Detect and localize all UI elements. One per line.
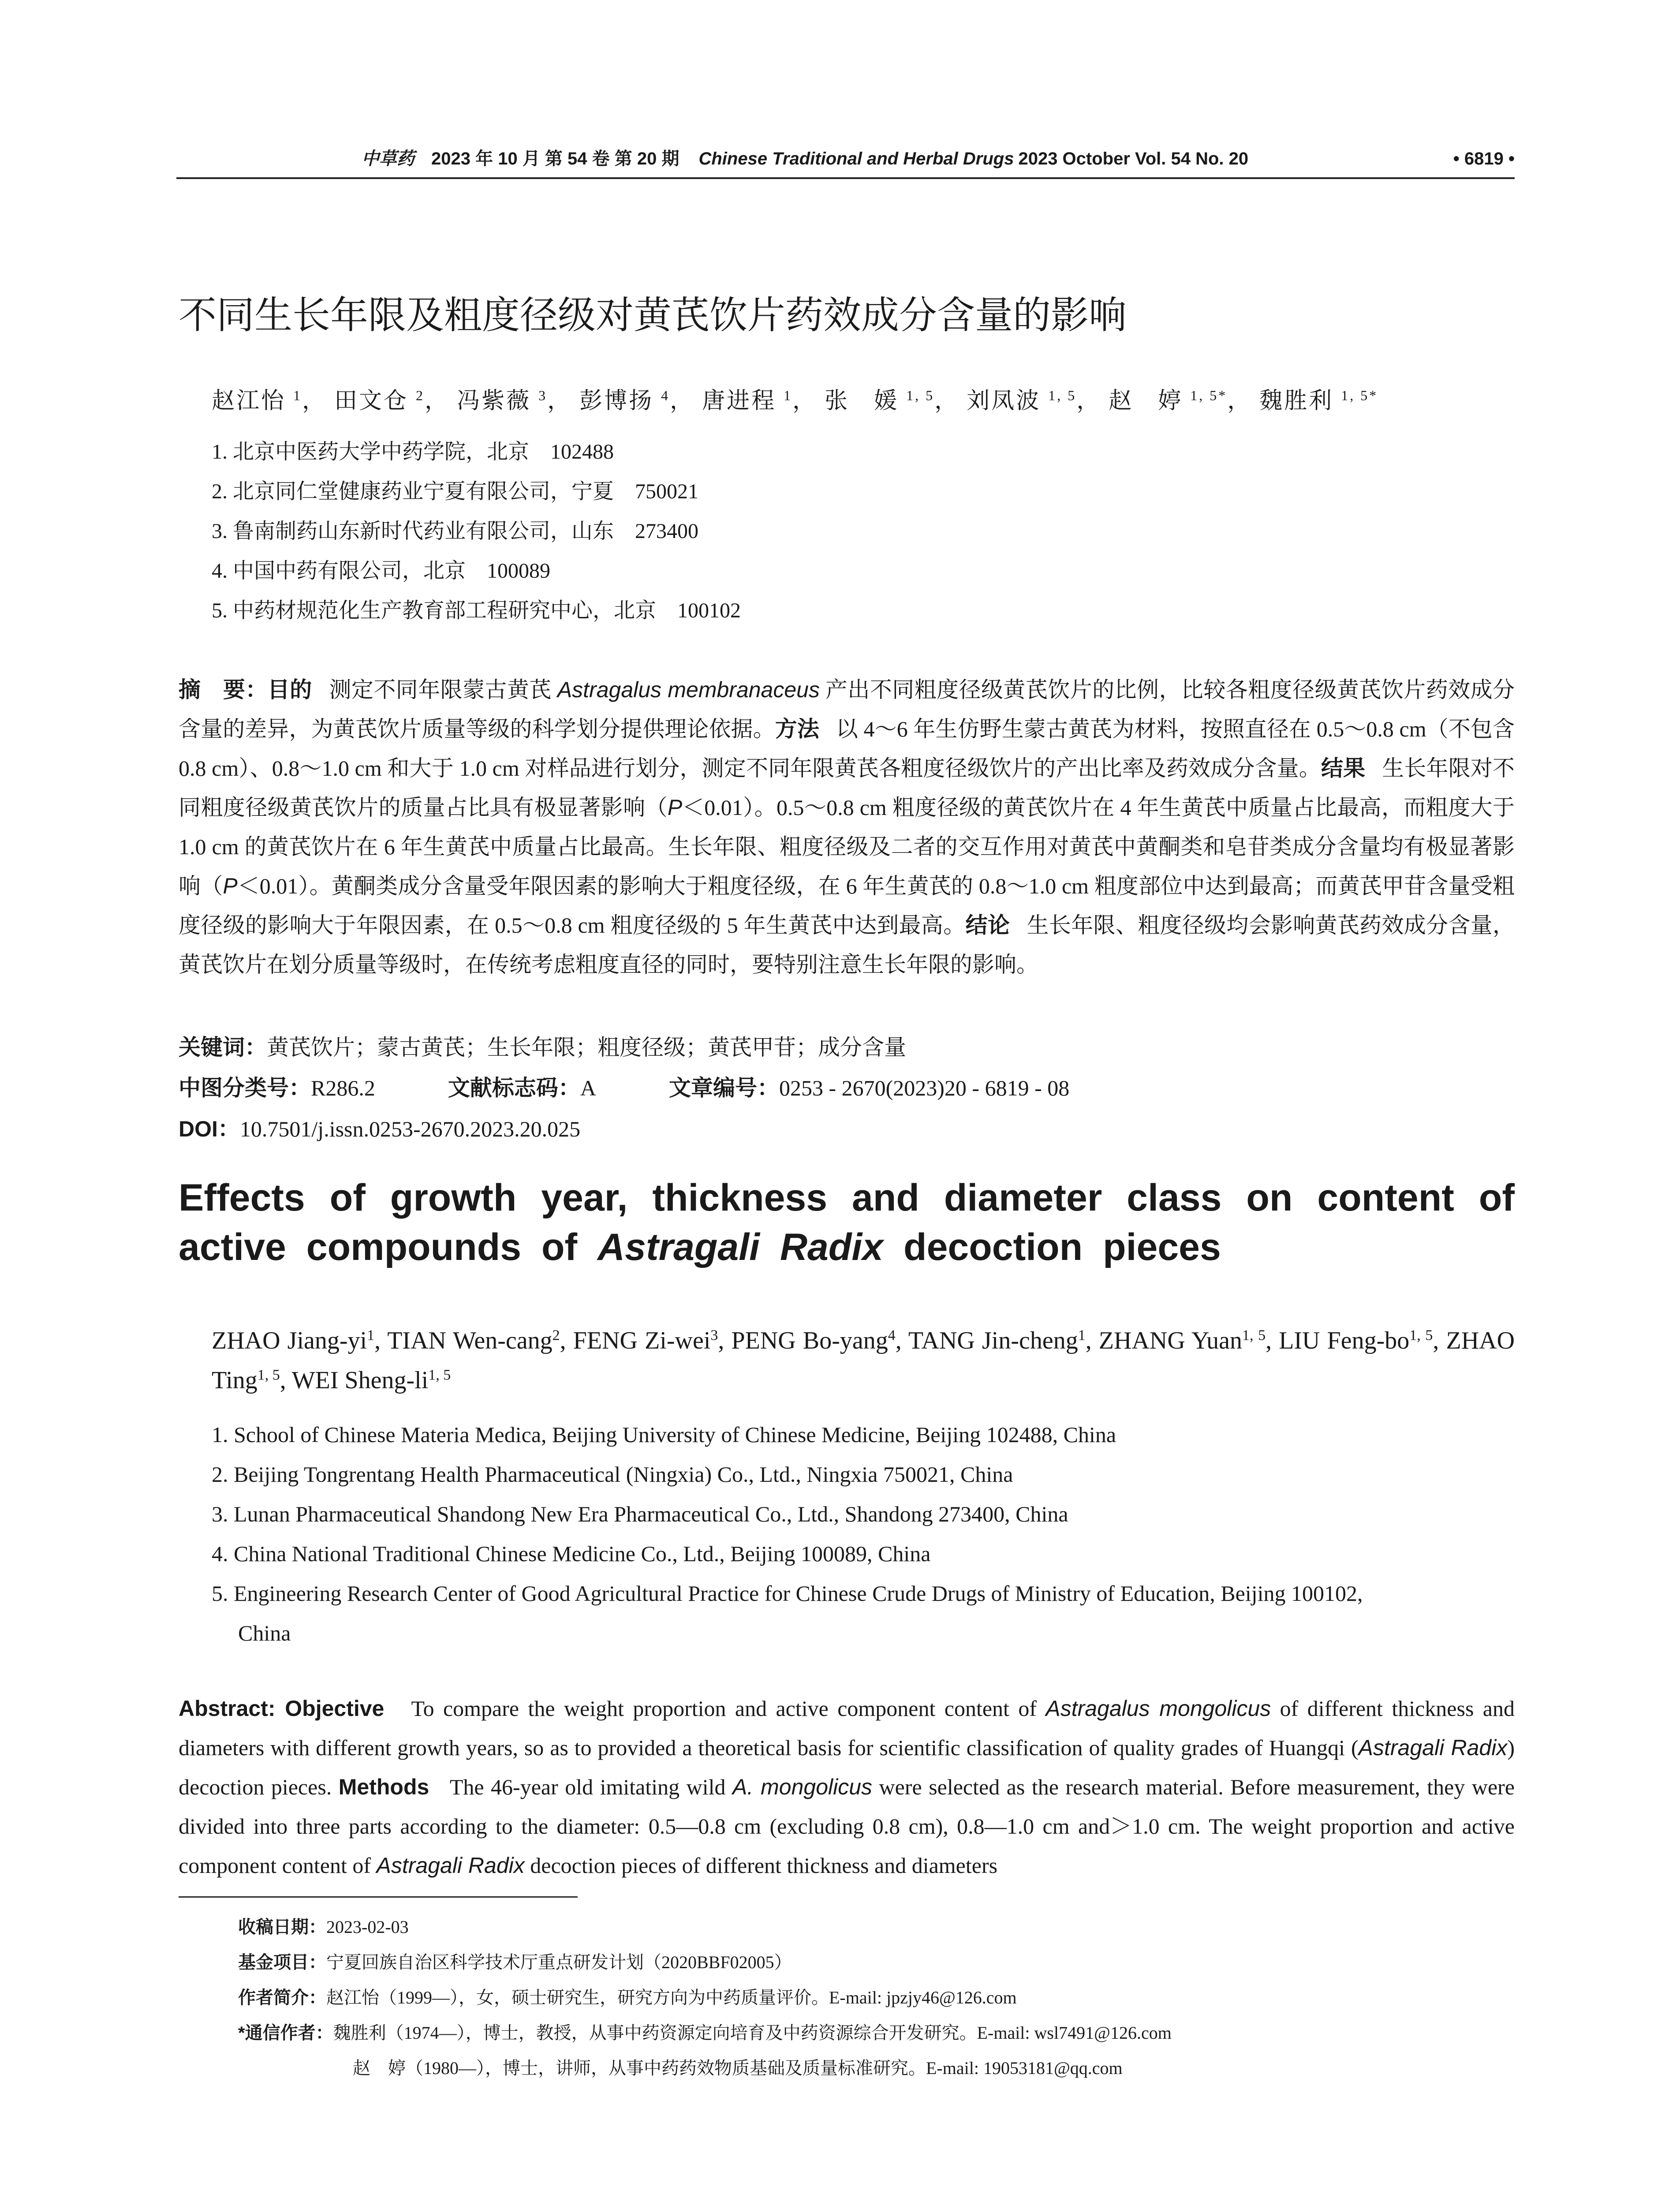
page-number: • 6819 •	[1453, 149, 1515, 168]
author-en: WEI Sheng-li$^{1, 5}$	[291, 1367, 451, 1394]
author-en: PENG Bo-yang$^4$,	[731, 1327, 902, 1354]
running-header	[176, 141, 1515, 176]
author-cn: 田文仓 $^2$，	[334, 387, 450, 414]
affiliation-en: 3. Lunan Pharmaceutical Shandong New Era Pharmaceutical Co., Ltd., Shandong 273400, China	[212, 1502, 1068, 1526]
doi-value: 10.7501/j.issn.0253-2670.2023.20.025	[239, 1117, 581, 1141]
authors-en	[212, 1321, 1515, 1400]
journal-name-en: Chinese Traditional and Herbal Drugs	[698, 149, 1014, 168]
affiliation-cn: 5. 中药材规范化生产教育部工程研究中心，北京 100102	[212, 599, 741, 622]
keywords-cn: 关键词：黄芪饮片；蒙古黄芪；生长年限；粗度径级；黄芪甲苷；成分含量	[179, 1035, 906, 1060]
abstract-cn: 摘 要：目的 测定不同年限蒙古黄芪 Astragalus membranaceus 产出不同粗度径级黄芪饮片的比例，比较各粗度径级黄芪饮片药效成分含量的差异，为黄芪饮片质量等级的科学划分提供理论依据。方法 以 4～6 年生仿野生蒙古黄芪为材料，按照直径在 0.5～0.8 cm（不包含 0.8 cm）、0.8～1.0 cm 和大于 1.0 cm 对样品进行划分，测定不同年限黄芪各粗度径级饮片的产出比率及药效成分含量。结果 生长年限对不同粗度径级黄芪饮片的质量占比具有极显著影响（P＜0.01）。0.5～0.8 cm 粗度径级的黄芪饮片在 4 年生黄芪中质量占比最高，而粗度大于 1.0 cm 的黄芪饮片在 6 年生黄芪中质量占比最高。生长年限、粗度径级及二者的交互作用对黄芪中黄酮类和皂苷类成分含量均有极显著影响（P＜0.01）。黄酮类成分含量受年限因素的影响大于粗度径级，在 6 年生黄芪的 0.8～1.0 cm 粗度部位中达到最高；而黄芪甲苷含量受粗度径级的影响大于年限因素，在 0.5～0.8 cm 粗度径级的 5 年生黄芪中达到最高。结论 生长年限、粗度径级均会影响黄芪药效成分含量，黄芪饮片在划分质量等级时，在传统考虑粗度直径的同时，要特别注意生长年限的影响。	[179, 677, 1515, 977]
affiliation-en: 4. China National Traditional Chinese Medicine Co., Ltd., Beijing 100089, China	[212, 1541, 931, 1566]
footnote-received: 收稿日期：2023-02-03	[238, 1917, 409, 1937]
author-cn: 彭博扬 $^4$，	[579, 387, 695, 414]
author-en: ZHAO Ting$^{1, 5}$,	[212, 1327, 1515, 1394]
footnote-rule	[179, 1896, 578, 1898]
author-en: FENG Zi-wei$^3$,	[573, 1327, 724, 1354]
author-en: ZHAO Jiang-$yi^1$,	[212, 1327, 381, 1354]
affiliation-en: 2. Beijing Tongrentang Health Pharmaceutical (Ningxia) Co., Ltd., Ningxia 750021, China	[212, 1462, 1013, 1487]
affiliation-en: 1. School of Chinese Materia Medica, Beijing University of Chinese Medicine, Beijing 102488, China	[212, 1422, 1116, 1447]
journal-name-cn: 中草药	[362, 148, 414, 169]
classification-line: 中图分类号：R286.2 文献标志码：A 文章编号：0253 - 2670(2023)20 - 6819 - 08	[179, 1076, 1070, 1100]
header-rule	[176, 177, 1515, 179]
methods-label: 方法	[775, 717, 819, 741]
title-cn: 不同生长年限及粗度径级对黄芪饮片药效成分含量的影响	[179, 293, 1127, 337]
issue-en: 2023 October Vol. 54 No. 20	[1018, 149, 1249, 168]
conclusion-label: 结论	[965, 913, 1010, 938]
authors-cn	[212, 384, 1378, 419]
methods-en-label: Methods	[338, 1775, 429, 1799]
title-en: Effects of growth year, thickness and diameter class on content of active compounds of Astragali Radix decoction pieces	[179, 1177, 1515, 1268]
footnote-corresponding-2: 赵 婷（1980—），博士，讲师，从事中药药效物质基础及质量标准研究。E-mail: 19053181@qq.com	[353, 2058, 1123, 2078]
issue-cn: 2023 年 10 月 第 54 卷 第 20 期	[431, 149, 679, 168]
results-label: 结果	[1321, 756, 1366, 781]
affiliation-cn: 3. 鲁南制药山东新时代药业有限公司，山东 273400	[212, 519, 699, 543]
affiliation-en: 5. Engineering Research Center of Good Agricultural Practice for Chinese Crude Drugs of Ministry of Education, Beijing 100102,	[212, 1581, 1363, 1606]
author-en: TIAN Wen-cang$^2$,	[387, 1327, 566, 1354]
author-cn: 赵江怡 $^1$，	[212, 387, 327, 414]
affiliation-en-cont: China	[238, 1621, 291, 1645]
header-left	[362, 141, 1248, 176]
doi-line: DOI：10.7501/j.issn.0253-2670.2023.20.025	[179, 1117, 581, 1141]
footnote-fund: 基金项目：宁夏回族自治区科学技术厅重点研发计划（2020BBF02005）	[238, 1952, 792, 1972]
author-cn: 刘凤波 $^{1, 5}$，	[967, 387, 1101, 414]
author-en: ZHANG Yuan$^{1, 5}$,	[1098, 1327, 1272, 1354]
author-cn: 魏胜利 $^{1, 5*}$	[1259, 387, 1378, 414]
footnote-author: 作者简介：赵江怡（1999—），女，硕士研究生，研究方向为中药质量评价。E-mail: jpzjy46@126.com	[238, 1988, 1017, 2007]
author-cn: 赵 婷 $^{1, 5*}$，	[1109, 387, 1252, 414]
abstract-en: Abstract: Objective To compare the weight proportion and active component content of Astragalus mongolicus of different thickness and diameters with different growth years, so as to provided a theoretical basis for scientific classification of quality grades of Huangqi (Astragali Radix) decoction pieces. Methods The 46-year old imitating wild A. mongolicus were selected as the research material. Before measurement, they were divided into three parts according to the diameter: 0.5—0.8 cm (excluding 0.8 cm), 0.8—1.0 cm and＞1.0 cm. The weight proportion and active component content of Astragali Radix decoction pieces of different thickness and diameters	[179, 1696, 1515, 1878]
author-cn: 冯紫薇 $^3$，	[457, 387, 572, 414]
author-en: LIU Feng-bo$^{1, 5}$,	[1279, 1327, 1439, 1354]
author-cn: 张 媛 $^{1, 5}$，	[825, 387, 959, 414]
abstract-en-label: Abstract: Objective	[179, 1696, 385, 1721]
author-en: TANG Jin-cheng$^1$,	[908, 1327, 1092, 1354]
author-cn: 唐进程 $^1$，	[702, 387, 818, 414]
footnote-corresponding: *通信作者：魏胜利（1974—），博士，教授，从事中药资源定向培育及中药资源综合开发研究。E-mail: wsl7491@126.com	[238, 2023, 1172, 2043]
affiliation-cn: 4. 中国中药有限公司，北京 100089	[212, 559, 551, 583]
affiliation-cn: 2. 北京同仁堂健康药业宁夏有限公司，宁夏 750021	[212, 480, 699, 503]
affiliation-cn: 1. 北京中医药大学中药学院，北京 102488	[212, 440, 614, 463]
objective-label: 目的	[267, 677, 312, 702]
abstract-label: 摘 要：	[179, 677, 268, 702]
